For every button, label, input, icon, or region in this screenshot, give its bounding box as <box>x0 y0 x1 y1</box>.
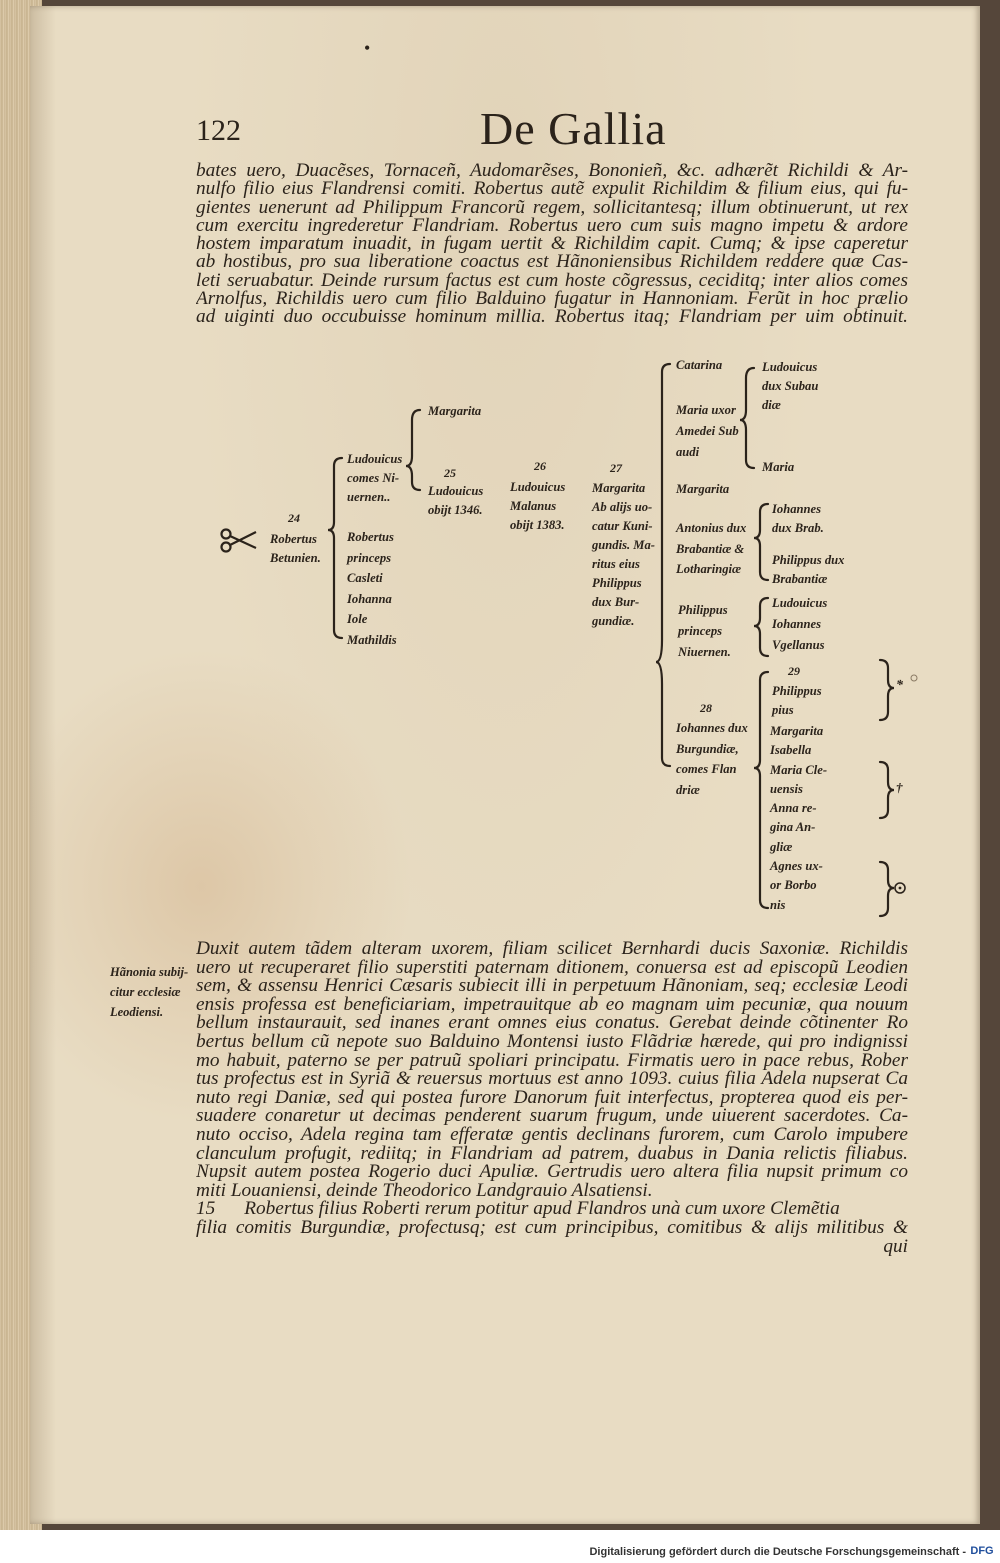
person-line: Agnes ux- <box>770 859 823 874</box>
person-philippus-pius <box>772 682 822 720</box>
text-line: filia comitis Burgundiæ, profectusq; est cum principibus, comitibus & alijs militibus & <box>196 1218 908 1238</box>
person-line: Betunien. <box>270 551 321 565</box>
dagger-mark: † <box>896 780 903 795</box>
person-line: Antonius dux <box>676 521 747 535</box>
person-line: Philippus <box>772 684 822 698</box>
person-line: ritus eius <box>592 557 640 571</box>
dfg-logo: DFG <box>970 1545 994 1557</box>
person-line: gliæ <box>770 839 793 854</box>
person-line: uensis <box>770 781 803 796</box>
children-iohannes <box>770 722 827 915</box>
text-line: clanculum profugit, rediitq; in Flandriam ad patrem, duabus in Dania relictis filiabus. <box>196 1144 908 1164</box>
person-line: Ludouicus <box>762 360 818 374</box>
person-antonius <box>676 518 746 580</box>
text-line: Nupsit autem postea Rogerio duci Apuliæ. Gertrudis uero altera filia nupsit primum co <box>196 1163 908 1182</box>
text-line: bellum instaurauit, sed inanes erant omnes eius conatus. Gerebat deinde cõtinenter Ro <box>196 1014 908 1033</box>
person-line: Niuernen. <box>678 645 731 659</box>
text-line: ad uiginti duo occubuisse hominum millia. Robertus itaq; Flandriam per uim obtinuit. <box>196 308 908 327</box>
person-line: catur Kuni- <box>592 519 653 533</box>
person-line: Anna re- <box>770 801 817 816</box>
person-robertus-betunien <box>270 530 321 568</box>
text-line: ensis professa est beneficiariam, impetrauitque ab eo magnam uim pecuniæ, qua nouum <box>196 995 908 1015</box>
person-line: princeps <box>347 550 392 565</box>
children-robertus <box>347 527 397 650</box>
person-line: Ludouicus <box>428 484 484 498</box>
person-iohannes-brab <box>772 500 824 538</box>
text-line: ab hostibus, pro sua liberatione coactus est Hãnoniensibus Richildem reddere quæ Cas- <box>196 253 908 272</box>
person-ludouicus-niuernen <box>347 450 402 507</box>
text-line: nulfo filio eius Flandrensi comiti. Robertus autẽ expulit Richildim & filium eius, qui fu- <box>196 180 908 199</box>
person-line: Ab alijs uo- <box>592 500 653 514</box>
running-title: De Gallia <box>480 103 667 154</box>
person-line: dux Brab. <box>772 521 824 535</box>
footer-credit: Digitalisierung gefördert durch die Deutsche Forschungsgemeinschaft - <box>589 1546 966 1558</box>
person-line: Philippus <box>592 576 642 590</box>
text-line: nuto regi Daniæ, sed qui postea furore Danorum fuit interfectus, propterea quod eis per- <box>196 1088 908 1108</box>
marginal-note-line: Hãnonia subij- <box>110 965 189 979</box>
person-line: Burgundiæ, <box>676 741 739 756</box>
person-line: Ludouicus <box>772 596 828 610</box>
text-line: gientes uenerunt ad Philippum Francorũ regem, sollicitantesq; illum obtinuerunt, ut rex <box>196 198 908 217</box>
body-text-top <box>196 162 908 327</box>
person-ludouicus-malanus <box>510 478 565 535</box>
text-line: Arnolfus, Richildis uero cum filio Balduino fugatur in Hannoniam. Ferũt in hoc prælio <box>196 290 908 309</box>
person-iohannes-burgundiae <box>676 718 748 800</box>
person-line: Mathildis <box>347 632 397 647</box>
person-line: Margarita <box>592 481 646 495</box>
person-line: audi <box>676 445 700 459</box>
person-line: Lotharingiæ <box>676 562 742 576</box>
person-line: driæ <box>676 782 700 797</box>
person-line: Iole <box>347 612 368 626</box>
person-ludouicus-1346 <box>428 482 483 520</box>
person-line: Brabantiæ & <box>676 541 745 556</box>
top-mark: • <box>364 38 371 58</box>
person-line: Ludouicus <box>510 480 566 494</box>
person-line: uernen.. <box>347 490 391 504</box>
text-line: miti Louaniensi, deinde Theodorico Landgrauio Alsatiensi. <box>196 1181 653 1201</box>
text-line: sem, & assensu Henrici Cæsaris subiecit illi in perpetuum Hãnoniam, seq; ecclesiæ Leodi <box>196 977 908 996</box>
generation-number: 27 <box>610 461 622 475</box>
person-maria-2: Maria <box>762 460 795 474</box>
person-line: dux Subau <box>762 379 819 393</box>
text-line: bates uero, Duacẽses, Tornaceñ, Audomarẽses, Bononieñ, &c. adhærẽt Richildi & Ar- <box>196 162 908 181</box>
text-line: uero ut recuperaret filio superstiti paternam ditionem, conuersa est ad episcopũ Leodien <box>196 958 908 978</box>
person-philippus-niuernen <box>678 600 731 663</box>
person-line: dux Bur- <box>592 595 640 609</box>
person-margarita: Margarita <box>428 404 482 418</box>
person-line: Maria uxor <box>676 403 736 417</box>
text-line: mo habuit, paterno se per patruũ spoliari principatu. Firmatis uero in pace rebus, Rober <box>196 1051 908 1071</box>
generation-number: 24 <box>288 511 300 525</box>
person-line: nis <box>770 897 786 912</box>
text-line: hostem imparatum inuadit, in fugam uertit & Richildim capit. Cumq; & ipse caperetur <box>196 235 908 254</box>
person-line: Robertus <box>270 532 317 546</box>
person-line: obijt 1346. <box>428 503 483 517</box>
catchword: qui <box>883 1237 908 1257</box>
person-line: Philippus <box>678 603 728 617</box>
marginal-note-line: citur ecclesiæ <box>110 985 181 999</box>
person-line: Vgellanus <box>772 638 825 652</box>
text-line: bertus bellum cũ nepote suo Balduino Montensi iusto Flãdriæ hærede, qui pro indignissi <box>196 1032 908 1052</box>
person-line: Brabantiæ <box>772 572 828 586</box>
person-line: Robertus <box>347 530 394 544</box>
asterisk-mark: * <box>896 678 903 693</box>
person-line: comes Ni- <box>347 471 400 485</box>
marginal-note <box>110 962 200 1022</box>
text-line: cum exercitu ingrederetur Flandriam. Robertus uero cum suis magno impetu & ardore <box>196 216 908 236</box>
generation-number: 29 <box>788 664 800 678</box>
generation-number: 26 <box>534 459 546 473</box>
text-line: nuto occiso, Adela regina tam efferatæ gentis declinans furorem, cum Carolo impubere <box>196 1125 908 1145</box>
person-line: Casleti <box>347 571 383 585</box>
person-line: obijt 1383. <box>510 518 565 532</box>
person-line: gundiæ. <box>592 614 635 628</box>
body-text-bottom <box>196 940 908 1256</box>
person-line: diæ <box>762 398 781 412</box>
marginal-note-line: Leodiensi. <box>110 1005 164 1019</box>
person-margarita-2: Margarita <box>676 482 730 496</box>
person-line: Maria Cle- <box>770 762 828 777</box>
person-line: Iohannes dux <box>676 721 748 735</box>
person-line: Amedei Sub <box>676 424 739 438</box>
person-line: Ludouicus <box>347 452 403 466</box>
person-line: Philippus dux <box>772 553 845 567</box>
children-philippus <box>772 593 827 656</box>
person-line: gina An- <box>770 820 816 835</box>
person-line: Iohannes <box>772 502 821 516</box>
text-line: 15 Robertus filius Roberti rerum potitur apud Flandros unà cum uxore Clemẽtia <box>196 1200 840 1219</box>
generation-number: 25 <box>444 466 456 480</box>
text-line: suadere conaretur ut decimas penderent suarum frugum, unde uiuerent sacerdotes. Ca- <box>196 1107 908 1126</box>
text-line: tus profectus est in Syriã & reuersus mortuus est anno 1093. cuius filia Adela nupserat Ca <box>196 1070 908 1089</box>
generation-number: 28 <box>700 701 712 715</box>
text-line: leti seruabatur. Deinde rursum factus est cum hoste cõgressus, ceciditq; inter alios comes <box>196 271 908 291</box>
person-maria-amedei <box>676 400 739 463</box>
person-line: Margarita <box>770 724 824 738</box>
person-line: Iohannes <box>772 617 821 631</box>
person-line: princeps <box>678 624 723 638</box>
page-number: 122 <box>196 114 241 147</box>
person-line: comes Flan <box>676 762 737 776</box>
person-line: gundis. Ma- <box>592 538 655 552</box>
person-line: Malanus <box>510 499 557 513</box>
person-line: pius <box>772 703 794 717</box>
person-catarina: Catarina <box>676 358 723 372</box>
person-philippus-brabantiae <box>772 551 844 589</box>
person-line: or Borbo <box>770 878 817 893</box>
person-line: Isabella <box>770 743 812 758</box>
person-ludouicus-subaudiae <box>762 358 818 415</box>
person-margarita-kunigundis <box>592 479 655 631</box>
person-line: Iohanna <box>347 591 392 606</box>
text-line: Duxit autem tãdem alteram uxorem, filiam scilicet Bernhardi ducis Saxoniæ. Richildis <box>196 940 908 959</box>
